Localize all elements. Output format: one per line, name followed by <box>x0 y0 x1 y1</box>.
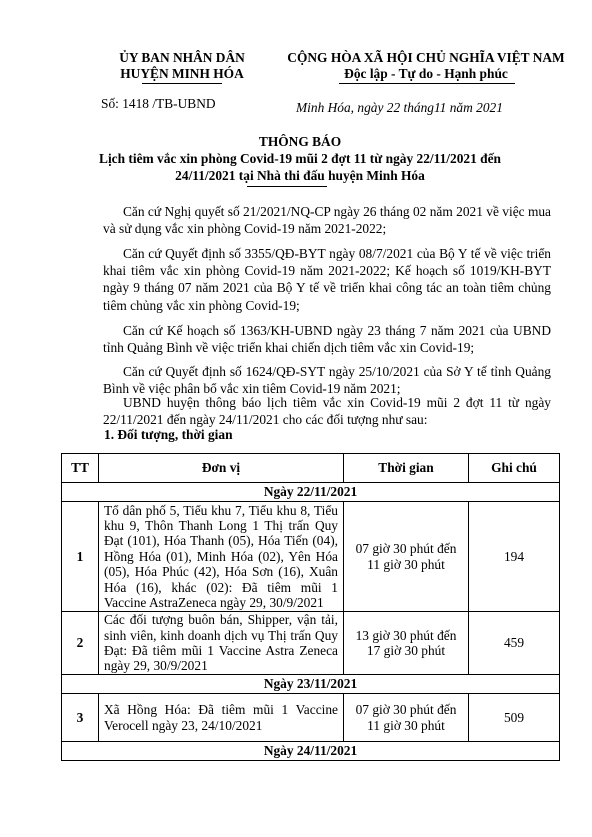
paragraph-1-text: Căn cứ Nghị quyết số 21/2021/NQ-CP ngày 26 tháng 02 năm 2021 về việc mua và sử dụng vắc xin phòng Covid-19 năm 2021-2022; <box>103 204 551 237</box>
row-time: 13 giờ 30 phút đến 17 giờ 30 phút <box>344 612 469 675</box>
date-row <box>62 483 560 502</box>
table-header-row <box>62 454 560 483</box>
date-row <box>62 742 560 761</box>
document-date: Minh Hóa, ngày 22 tháng11 năm 2021 <box>296 100 503 115</box>
paragraph-5-text: UBND huyện thông báo lịch tiêm vắc xin Covid-19 mũi 2 đợt 11 từ ngày 22/11/2021 đến ngày 24/11/2021 cho các đối tượng như sau: <box>103 395 551 428</box>
title-line-2: Lịch tiêm vắc xin phòng Covid-19 mũi 2 đợt 11 từ ngày 22/11/2021 đến <box>99 151 501 166</box>
row-note: 459 <box>469 612 560 675</box>
header-note: Ghi chú <box>469 454 560 483</box>
issuer-block <box>82 50 282 82</box>
issuer-line-1: ỦY BAN NHÂN DÂN <box>119 50 245 65</box>
paragraph-2-text: Căn cứ Quyết định số 3355/QĐ-BYT ngày 08/7/2021 của Bộ Y tế về việc triển khai tiêm vắc xin phòng Covid-19 năm 2021-2022; Kế hoạch số 1019/KH-BYT ngày 9 tháng 07 năm 2021 của Bộ Y tế về triển khai công tác an toàn tiêm chủng tiêm chủng vắc xin phòng Covid-19; <box>103 246 551 313</box>
table-row <box>62 502 560 612</box>
paragraph-2 <box>103 245 551 314</box>
national-underline <box>339 83 515 84</box>
paragraph-4-text: Căn cứ Quyết định số 1624/QĐ-SYT ngày 25/10/2021 của Sở Y tế tỉnh Quảng Bình về việc phân bổ vắc xin tiêm Covid-19 năm 2021; <box>103 364 551 397</box>
date-22-11: Ngày 22/11/2021 <box>62 483 560 502</box>
national-heading <box>268 50 584 82</box>
header-tt: TT <box>62 454 99 483</box>
row-note: 509 <box>469 694 560 742</box>
section-1-heading: 1. Đối tượng, thời gian <box>104 427 233 442</box>
row-tt: 1 <box>62 502 99 612</box>
date-row <box>62 675 560 694</box>
title-line-3: 24/11/2021 tại Nhà thi đấu huyện Minh Hóa <box>175 168 425 183</box>
row-unit: Tổ dân phố 5, Tiểu khu 7, Tiểu khu 8, Tiểu khu 9, Thôn Thanh Long 1 Thị trấn Quy Đạt (101), Hóa Thanh (05), Hóa Tiến (04), Hồng Hóa (01), Minh Hóa (02), Yên Hóa (05), Hóa Phúc (42), Hóa Sơn (16), Xuân Hóa (16), khác (02): Đã tiêm mũi 1 Vaccine AstraZeneca ngày 29, 30/9/2021 <box>99 502 344 612</box>
row-tt: 2 <box>62 612 99 675</box>
schedule-table <box>61 453 560 761</box>
table-row <box>62 612 560 675</box>
paragraph-1 <box>103 203 551 237</box>
table-row <box>62 694 560 742</box>
header-unit: Đơn vị <box>99 454 344 483</box>
date-23-11: Ngày 23/11/2021 <box>62 675 560 694</box>
national-line-2: Độc lập - Tự do - Hạnh phúc <box>344 66 508 81</box>
paragraph-3-text: Căn cứ Kế hoạch số 1363/KH-UBND ngày 23 tháng 7 năm 2021 của UBND tỉnh Quảng Bình về việc triển khai chiến dịch tiêm vắc xin Covid-19; <box>103 323 551 356</box>
issuer-line-2: HUYỆN MINH HÓA <box>120 66 244 81</box>
issuer-underline <box>142 83 222 84</box>
row-unit: Các đối tượng buôn bán, Shipper, vận tải, sinh viên, kinh doanh dịch vụ Thị trấn Quy Đạt: Đã tiêm mũi 1 Vaccine Astra Zeneca ngày 29, 30/9/2021 <box>99 612 344 675</box>
row-time: 07 giờ 30 phút đến 11 giờ 30 phút <box>344 694 469 742</box>
row-unit: Xã Hồng Hóa: Đã tiêm mũi 1 Vaccine Verocell ngày 23, 24/10/2021 <box>99 694 344 742</box>
national-line-1: CỘNG HÒA XÃ HỘI CHỦ NGHĨA VIỆT NAM <box>287 50 565 65</box>
row-note: 194 <box>469 502 560 612</box>
row-tt: 3 <box>62 694 99 742</box>
header-time: Thời gian <box>344 454 469 483</box>
date-24-11: Ngày 24/11/2021 <box>62 742 560 761</box>
row-time: 07 giờ 30 phút đến 11 giờ 30 phút <box>344 502 469 612</box>
notice-title <box>40 133 560 184</box>
document-number: Số: 1418 /TB-UBND <box>101 96 216 111</box>
title-underline <box>247 186 327 187</box>
title-line-1: THÔNG BÁO <box>258 134 342 149</box>
paragraph-3 <box>103 322 551 356</box>
paragraph-5 <box>103 394 551 428</box>
paragraph-4 <box>103 363 551 397</box>
